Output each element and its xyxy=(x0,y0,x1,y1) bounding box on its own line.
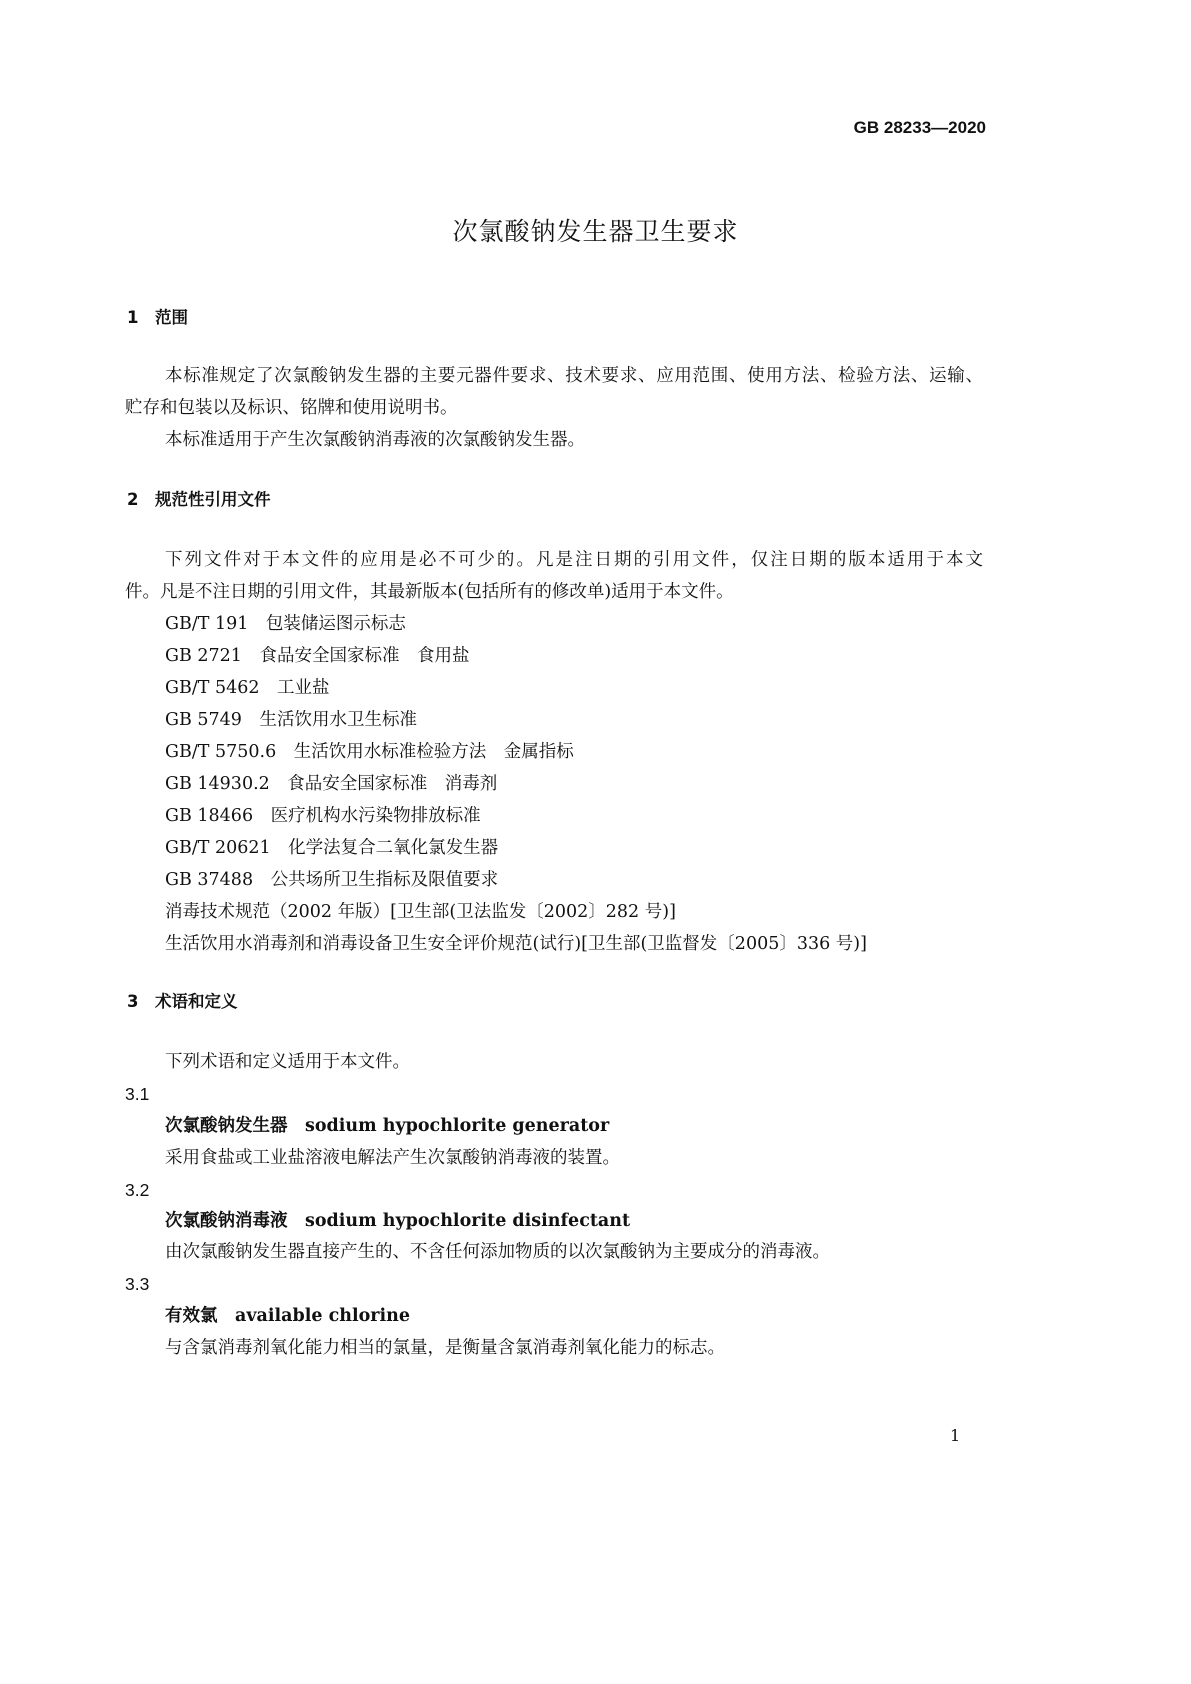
term-definition: 采用食盐或工业盐溶液电解法产生次氯酸钠消毒液的装置。 xyxy=(165,1148,620,1168)
standard-number: GB 28233—2020 xyxy=(853,118,986,137)
reference-item: GB 2721 食品安全国家标准 食用盐 xyxy=(165,646,470,666)
term-number: 3.1 xyxy=(125,1084,150,1104)
reference-item: GB 18466 医疗机构水污染物排放标准 xyxy=(165,806,481,826)
reference-item: GB 37488 公共场所卫生指标及限值要求 xyxy=(165,870,499,890)
paragraph-line: 贮存和包装以及标识、铭牌和使用说明书。 xyxy=(125,398,458,418)
term-definition: 由次氯酸钠发生器直接产生的、不含任何添加物质的以次氯酸钠为主要成分的消毒液。 xyxy=(165,1242,830,1262)
reference-item: GB/T 191 包装储运图示标志 xyxy=(165,614,406,634)
reference-item: GB 14930.2 食品安全国家标准 消毒剂 xyxy=(165,774,498,794)
section-heading-scope: 1 范围 xyxy=(127,308,188,327)
document-title: 次氯酸钠发生器卫生要求 xyxy=(452,217,739,246)
page-number: 1 xyxy=(950,1426,961,1445)
term-number: 3.2 xyxy=(125,1180,150,1200)
section-heading-normative-references: 2 规范性引用文件 xyxy=(127,490,271,509)
section-heading-terms: 3 术语和定义 xyxy=(127,992,238,1011)
term-title: 次氯酸钠消毒液 sodium hypochlorite disinfectant xyxy=(165,1211,631,1231)
reference-item: GB/T 20621 化学法复合二氧化氯发生器 xyxy=(165,838,499,858)
reference-item: GB/T 5750.6 生活饮用水标准检验方法 金属指标 xyxy=(165,742,574,762)
reference-item: GB 5749 生活饮用水卫生标准 xyxy=(165,710,417,730)
term-title: 有效氯 available chlorine xyxy=(165,1306,411,1326)
term-definition: 与含氯消毒剂氧化能力相当的氯量，是衡量含氯消毒剂氧化能力的标志。 xyxy=(165,1338,725,1358)
paragraph-line: 件。凡是不注日期的引用文件，其最新版本(包括所有的修改单)适用于本文件。 xyxy=(125,582,734,602)
term-number: 3.3 xyxy=(125,1274,150,1294)
reference-item: GB/T 5462 工业盐 xyxy=(165,678,330,698)
paragraph-line: 本标准适用于产生次氯酸钠消毒液的次氯酸钠发生器。 xyxy=(165,430,585,450)
paragraph-line: 下列文件对于本文件的应用是必不可少的。凡是注日期的引用文件，仅注日期的版本适用于本文 xyxy=(165,550,983,570)
paragraph-line: 本标准规定了次氯酸钠发生器的主要元器件要求、技术要求、应用范围、使用方法、检验方法、运输、 xyxy=(165,366,983,386)
paragraph-line: 下列术语和定义适用于本文件。 xyxy=(165,1052,410,1072)
reference-item: 生活饮用水消毒剂和消毒设备卫生安全评价规范(试行)[卫生部(卫监督发〔2005〕336 号)] xyxy=(165,934,867,954)
reference-item: 消毒技术规范（2002 年版）[卫生部(卫法监发〔2002〕282 号)] xyxy=(165,902,676,922)
term-title: 次氯酸钠发生器 sodium hypochlorite generator xyxy=(165,1116,610,1136)
